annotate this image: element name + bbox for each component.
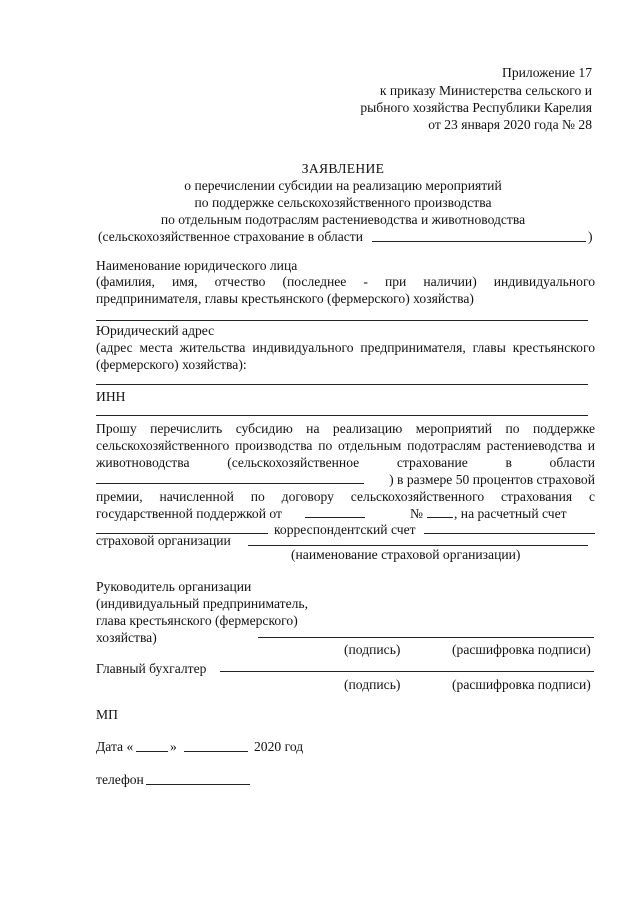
- head-signature-field[interactable]: [258, 637, 594, 638]
- appendix-line-4: от 23 января 2020 года № 28: [428, 117, 592, 132]
- appendix-line-1: Приложение 17: [502, 65, 592, 80]
- request-line-1: Прошу перечислить субсидию на реализацию мероприятий по поддержке: [96, 421, 595, 436]
- inn-field[interactable]: [96, 415, 588, 416]
- address-field[interactable]: [96, 384, 588, 385]
- address-note-2: (фермерского) хозяйства):: [96, 357, 247, 372]
- address-label: Юридический адрес: [96, 323, 215, 338]
- accountant-signature-field[interactable]: [220, 671, 594, 672]
- title-subline-4: (сельскохозяйственное страхование в области: [98, 229, 363, 244]
- accountant-label: Главный бухгалтер: [96, 661, 207, 676]
- head-decode-caption: (расшифровка подписи): [452, 642, 591, 657]
- head-label-3: глава крестьянского (фермерского): [96, 613, 298, 628]
- title-subline-1: о перечислении субсидии на реализацию мероприятий: [184, 178, 502, 193]
- stamp-mark: МП: [96, 707, 118, 722]
- date-mid: »: [170, 739, 177, 754]
- head-label-1: Руководитель организации: [96, 579, 252, 594]
- head-label-2: (индивидуальный предприниматель,: [96, 596, 308, 611]
- title-subline-4-close: ): [588, 229, 593, 244]
- insurer-label: страховой организации: [96, 533, 231, 548]
- contract-number-field[interactable]: [427, 517, 453, 518]
- head-label-4: хозяйства): [96, 630, 157, 645]
- address-note-1: (адрес места жительства индивидуального предпринимателя, главы крестьянского: [96, 340, 595, 355]
- applicant-note-1: (фамилия, имя, отчество (последнее - при наличии) индивидуального: [96, 274, 595, 289]
- applicant-label: Наименование юридического лица: [96, 258, 298, 273]
- head-sign-caption: (подпись): [344, 642, 401, 657]
- request-line-3: животноводства (сельскохозяйственное страхование в области: [96, 455, 595, 470]
- accountant-sign-caption: (подпись): [344, 677, 401, 692]
- request-line-6-b: №: [410, 506, 423, 521]
- applicant-note-2: предпринимателя, главы крестьянского (фермерского) хозяйства): [96, 291, 474, 306]
- insurance-area-field[interactable]: [372, 241, 586, 242]
- appendix-line-3: рыбного хозяйства Республики Карелия: [360, 100, 592, 115]
- request-line-5: премии, начисленной по договору сельскохозяйственного страхования с: [96, 489, 595, 504]
- date-prefix: Дата «: [96, 739, 134, 754]
- date-day-field[interactable]: [136, 751, 168, 752]
- applicant-name-field[interactable]: [96, 320, 588, 321]
- request-line-6-a: государственной поддержкой от: [96, 506, 282, 521]
- request-line-2: сельскохозяйственного производства по отдельным подотраслям растениеводства и: [96, 438, 595, 453]
- date-year: 2020 год: [254, 739, 304, 754]
- accountant-decode-caption: (расшифровка подписи): [452, 677, 591, 692]
- title-subline-2: по поддержке сельскохозяйственного производства: [194, 195, 492, 210]
- phone-label: телефон: [96, 772, 144, 787]
- title-subline-3: по отдельным подотраслям растениеводства и животноводства: [160, 212, 526, 227]
- correspondent-account-field[interactable]: [424, 533, 595, 534]
- request-line-7: корреспондентский счет: [274, 522, 416, 537]
- contract-date-field[interactable]: [305, 517, 365, 518]
- phone-field[interactable]: [146, 784, 250, 785]
- document-title: ЗАЯВЛЕНИЕ: [301, 161, 385, 176]
- date-month-field[interactable]: [184, 751, 248, 752]
- request-line-4: ) в размере 50 процентов страховой: [389, 472, 595, 487]
- insurer-caption: (наименование страховой организации): [291, 547, 521, 562]
- request-line-6-c: , на расчетный счет: [454, 506, 567, 521]
- request-area-field[interactable]: [96, 483, 364, 484]
- appendix-line-2: к приказу Министерства сельского и: [379, 83, 592, 98]
- inn-label: ИНН: [96, 389, 126, 404]
